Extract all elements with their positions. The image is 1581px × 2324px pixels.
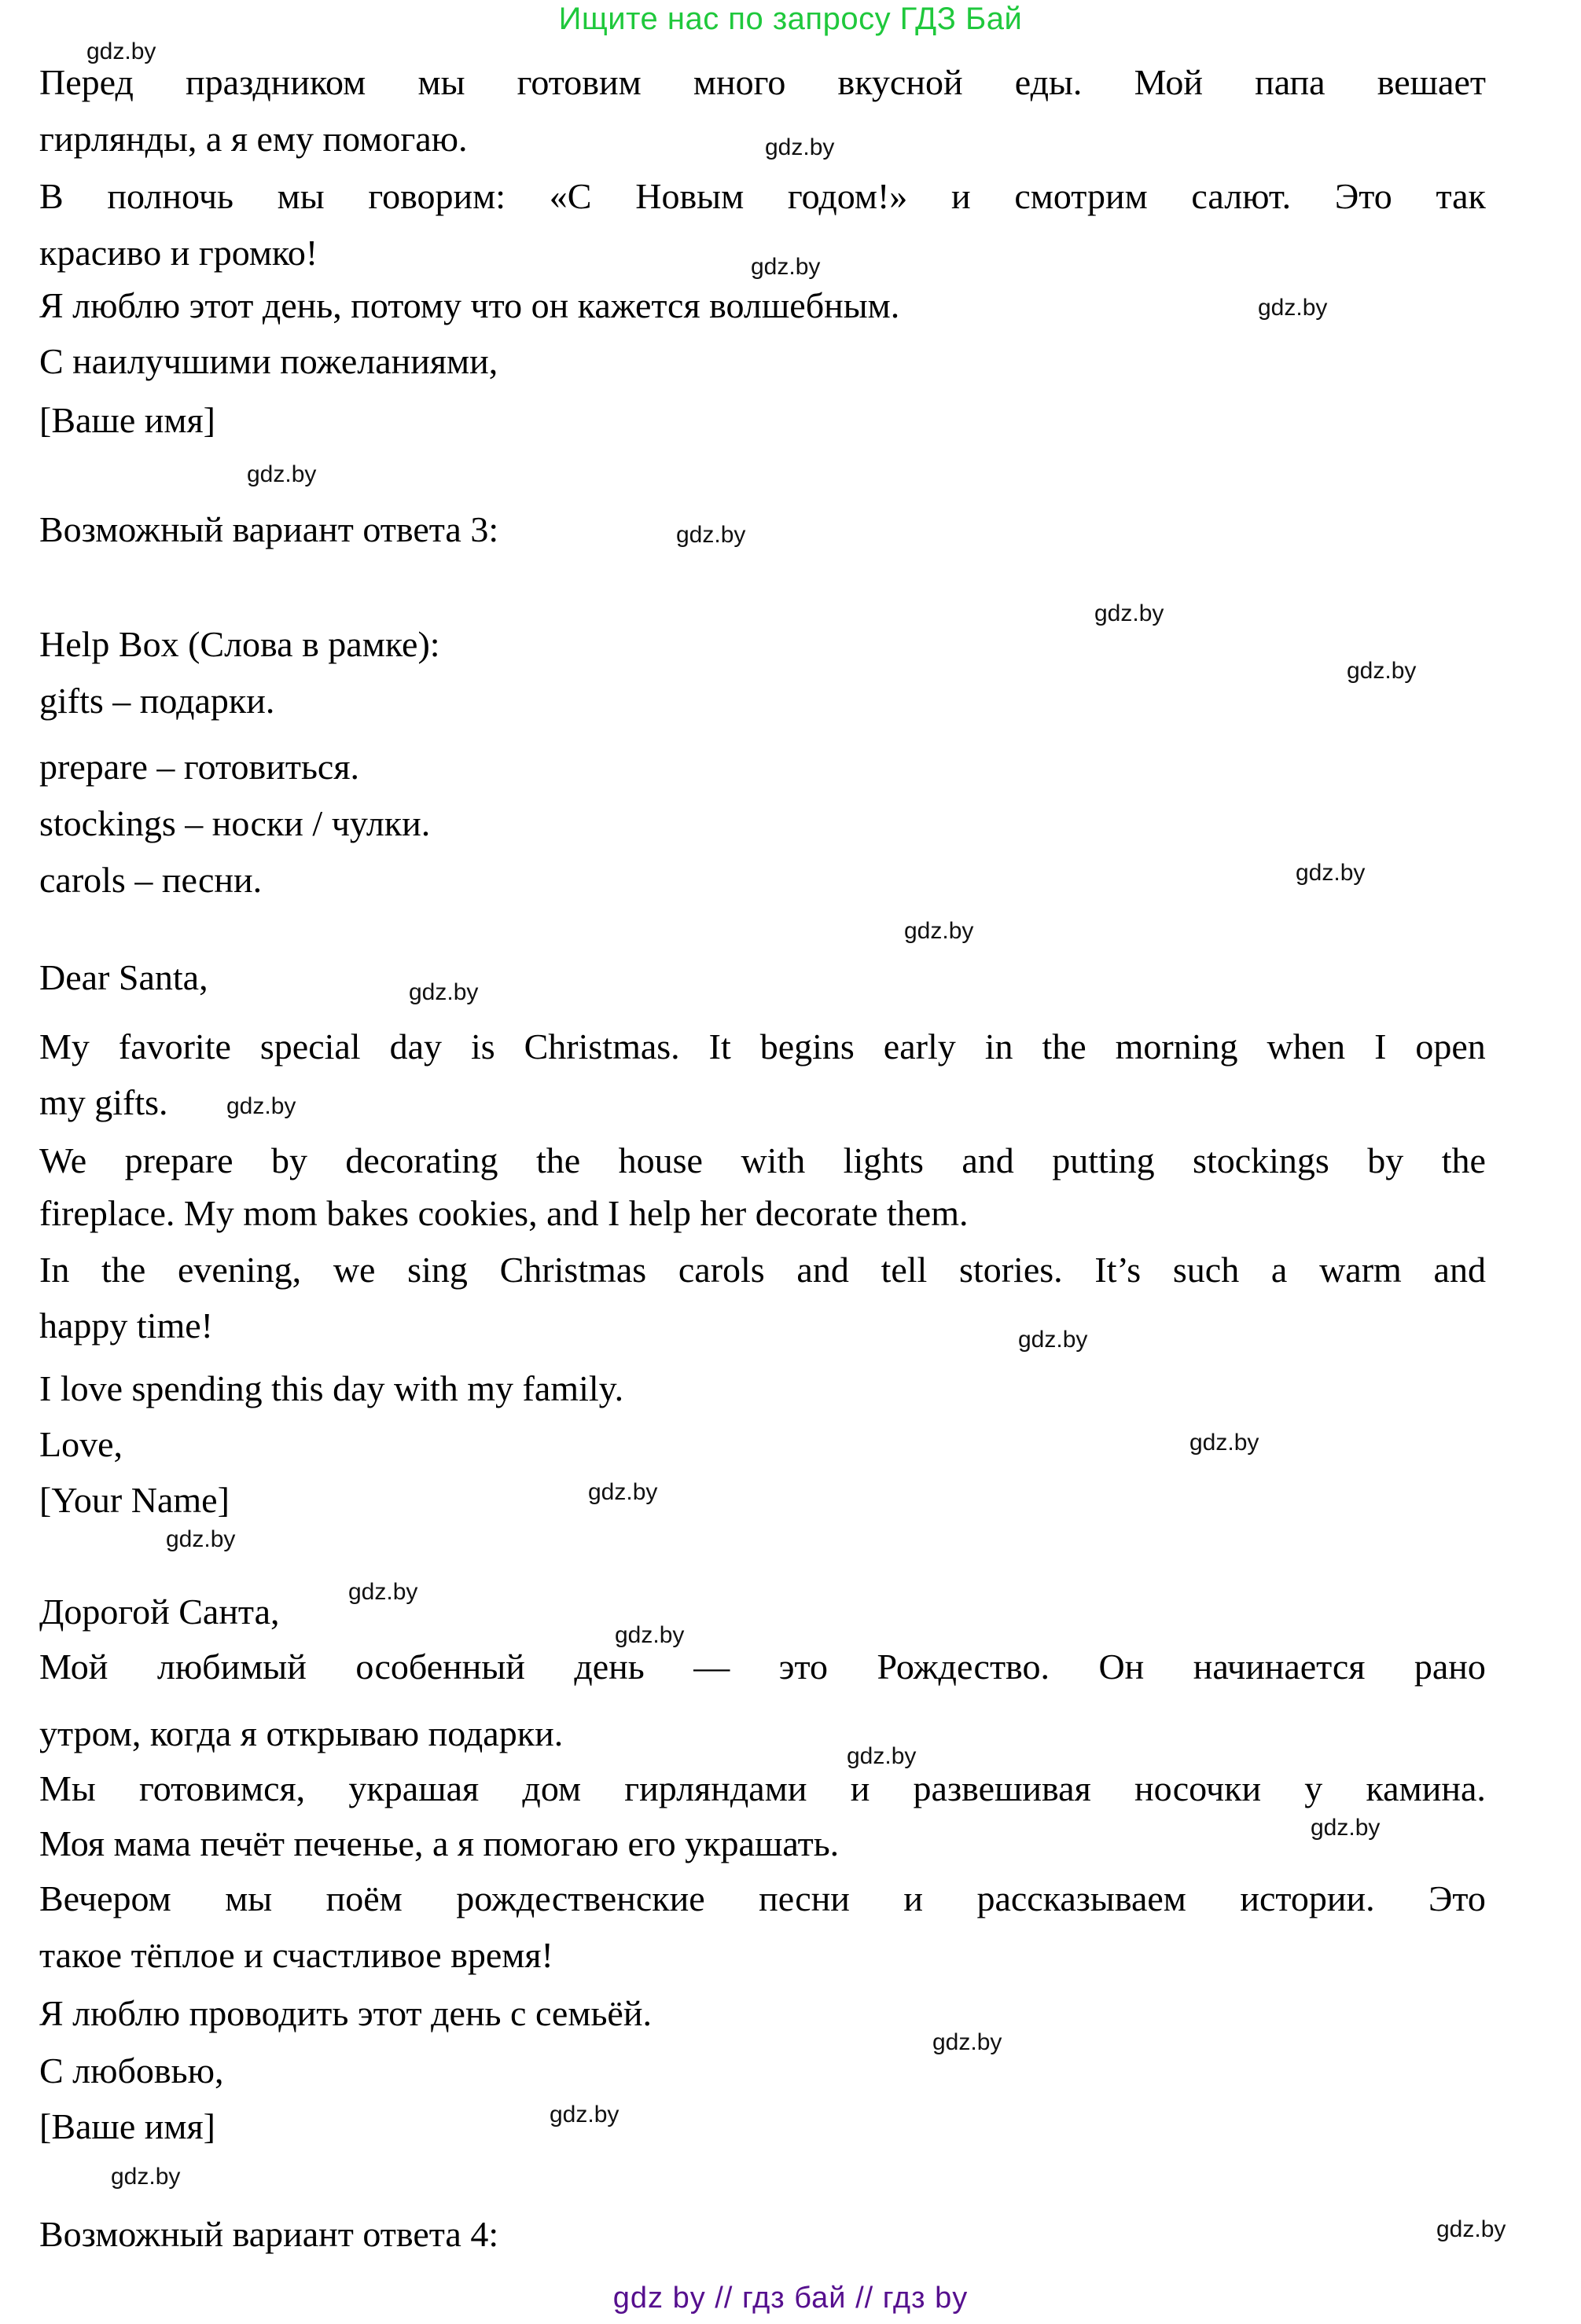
promo-header-text: Ищите нас по запросу ГДЗ Бай xyxy=(558,2,1023,36)
word: это xyxy=(778,1647,828,1687)
word: Это xyxy=(1428,1878,1486,1918)
gdz-watermark: gdz.by xyxy=(615,1622,685,1648)
gdz-watermark: gdz.by xyxy=(765,134,835,160)
gdz-watermark: gdz.by xyxy=(1189,1430,1259,1456)
word: in xyxy=(984,1026,1013,1067)
gdz-watermark: gdz.by xyxy=(847,1743,917,1769)
gdz-watermark: gdz.by xyxy=(1436,2216,1506,2242)
word: evening, xyxy=(177,1250,302,1290)
word: у xyxy=(1304,1768,1323,1808)
en-letter-line: Dear Santa, xyxy=(39,957,208,997)
word: It’s xyxy=(1094,1250,1142,1290)
word: и xyxy=(951,176,971,216)
gdz-watermark: gdz.by xyxy=(676,522,746,548)
site-footer-text: gdz by // гдз бай // гдз by xyxy=(612,2282,969,2315)
word: вешает xyxy=(1377,62,1486,102)
en-letter-line: Love, xyxy=(39,1424,123,1464)
word: салют. xyxy=(1191,176,1292,216)
ru-letter-line: такое тёплое и счастливое время! xyxy=(39,1935,553,1975)
word: the xyxy=(1042,1026,1086,1067)
vocab-line: prepare – готовиться. xyxy=(39,747,359,787)
word: вкусной xyxy=(837,62,963,102)
word: и xyxy=(903,1878,923,1918)
en-letter-line xyxy=(39,1246,1486,1294)
ru-answer2-line: С наилучшими пожеланиями, xyxy=(39,341,498,381)
word: stockings xyxy=(1193,1140,1329,1180)
word: Мой xyxy=(39,1647,108,1687)
word: I xyxy=(1374,1026,1387,1067)
word: It xyxy=(708,1026,731,1067)
gdz-watermark: gdz.by xyxy=(1258,295,1328,321)
word: Christmas xyxy=(499,1250,647,1290)
gdz-watermark: gdz.by xyxy=(550,2102,620,2128)
gdz-watermark: gdz.by xyxy=(348,1579,418,1605)
gdz-watermark: gdz.by xyxy=(226,1093,296,1119)
en-letter-line: happy time! xyxy=(39,1305,213,1346)
en-letter-line xyxy=(39,1022,1486,1071)
word: дом xyxy=(522,1768,582,1808)
gdz-watermark: gdz.by xyxy=(904,918,974,944)
word: morning xyxy=(1115,1026,1238,1067)
vocab-line: carols – песни. xyxy=(39,860,263,900)
word: My xyxy=(39,1026,90,1067)
word: любимый xyxy=(156,1647,307,1687)
word: such xyxy=(1172,1250,1240,1290)
word: песни xyxy=(759,1878,850,1918)
word: Вечером xyxy=(39,1878,171,1918)
vocab-line: gifts – подарки. xyxy=(39,681,275,721)
ru-letter-line: Дорогой Санта, xyxy=(39,1592,280,1632)
gdz-watermark: gdz.by xyxy=(247,461,317,487)
gdz-watermark: gdz.by xyxy=(166,1526,236,1552)
word: open xyxy=(1415,1026,1486,1067)
word: putting xyxy=(1052,1140,1155,1180)
word: полночь xyxy=(107,176,233,216)
word: «С xyxy=(549,176,592,216)
word: lights xyxy=(843,1140,924,1180)
word: Christmas. xyxy=(524,1026,680,1067)
word: warm xyxy=(1319,1250,1402,1290)
word: and xyxy=(796,1250,849,1290)
word: гирляндами xyxy=(624,1768,807,1808)
word: early xyxy=(883,1026,956,1067)
word: Новым xyxy=(635,176,745,216)
word: the xyxy=(536,1140,581,1180)
ru-answer2-line: [Ваше имя] xyxy=(39,400,215,440)
word: we xyxy=(333,1250,376,1290)
word: носочки xyxy=(1134,1768,1262,1808)
word: украшая xyxy=(348,1768,480,1808)
word: смотрим xyxy=(1014,176,1148,216)
word: еды. xyxy=(1014,62,1083,102)
word: Рождество. xyxy=(877,1647,1050,1687)
gdz-watermark: gdz.by xyxy=(111,2164,181,2190)
word: In xyxy=(39,1250,70,1290)
word: Мы xyxy=(39,1768,96,1808)
word: камина. xyxy=(1366,1768,1486,1808)
answer3-heading: Возможный вариант ответа 3: xyxy=(39,509,499,549)
word: is xyxy=(470,1026,495,1067)
word: and xyxy=(961,1140,1014,1180)
word: В xyxy=(39,176,64,216)
word: так xyxy=(1436,176,1486,216)
ru-letter-line: Моя мама печёт печенье, а я помогаю его украшать. xyxy=(39,1823,840,1863)
gdz-watermark: gdz.by xyxy=(588,1479,658,1505)
vocab-line: stockings – носки / чулки. xyxy=(39,803,431,843)
gdz-watermark: gdz.by xyxy=(932,2029,1002,2055)
word: годом!» xyxy=(787,176,908,216)
gdz-watermark: gdz.by xyxy=(86,39,156,64)
word: рождественские xyxy=(456,1878,705,1918)
ru-letter-line xyxy=(39,1764,1486,1813)
word: house xyxy=(618,1140,703,1180)
word: Мой xyxy=(1134,62,1203,102)
word: and xyxy=(1433,1250,1486,1290)
ru-letter-line: утром, когда я открываю подарки. xyxy=(39,1713,564,1753)
gdz-watermark: gdz.by xyxy=(1311,1815,1381,1841)
help-box-heading: Help Box (Слова в рамке): xyxy=(39,624,440,664)
word: when xyxy=(1267,1026,1346,1067)
word: by xyxy=(270,1140,307,1180)
word: carols xyxy=(678,1250,765,1290)
word: day xyxy=(389,1026,442,1067)
word: with xyxy=(741,1140,806,1180)
ru-letter-line: Я люблю проводить этот день с семьёй. xyxy=(39,1993,652,2033)
word: Он xyxy=(1098,1647,1145,1687)
word: начинается xyxy=(1193,1647,1366,1687)
gdz-watermark: gdz.by xyxy=(751,254,821,280)
word: — xyxy=(693,1647,730,1687)
word: Перед xyxy=(39,62,134,102)
answer4-heading: Возможный вариант ответа 4: xyxy=(39,2214,499,2254)
ru-answer2-line xyxy=(39,172,1486,221)
word: by xyxy=(1367,1140,1404,1180)
gdz-watermark: gdz.by xyxy=(1347,658,1417,684)
en-letter-line xyxy=(39,1136,1486,1185)
word: the xyxy=(101,1250,146,1290)
ru-answer2-line: гирлянды, а я ему помогаю. xyxy=(39,119,468,159)
en-letter-line: I love spending this day with my family. xyxy=(39,1368,624,1408)
ru-answer2-line: Я люблю этот день, потому что он кажется волшебным. xyxy=(39,285,900,325)
word: decorating xyxy=(345,1140,498,1180)
gdz-watermark: gdz.by xyxy=(1296,860,1366,886)
word: день xyxy=(574,1647,645,1687)
ru-answer2-line xyxy=(39,58,1486,107)
word: We xyxy=(39,1140,87,1180)
word: говорим: xyxy=(368,176,506,216)
ru-answer2-line: красиво и громко! xyxy=(39,233,318,273)
word: рано xyxy=(1414,1647,1486,1687)
en-letter-line: fireplace. My mom bakes cookies, and I help her decorate them. xyxy=(39,1193,969,1233)
word: рассказываем xyxy=(976,1878,1186,1918)
word: праздником xyxy=(186,62,366,102)
ru-letter-line xyxy=(39,1643,1486,1691)
word: Это xyxy=(1334,176,1392,216)
gdz-watermark: gdz.by xyxy=(1018,1327,1088,1353)
word: the xyxy=(1441,1140,1486,1180)
gdz-watermark: gdz.by xyxy=(1094,600,1164,626)
word: a xyxy=(1270,1250,1288,1290)
word: поём xyxy=(325,1878,403,1918)
ru-letter-line xyxy=(39,1874,1486,1923)
word: много xyxy=(693,62,786,102)
word: папа xyxy=(1255,62,1325,102)
word: и xyxy=(850,1768,870,1808)
word: sing xyxy=(407,1250,468,1290)
word: stories. xyxy=(959,1250,1063,1290)
word: мы xyxy=(417,62,465,102)
word: special xyxy=(259,1026,361,1067)
word: favorite xyxy=(118,1026,231,1067)
gdz-watermark: gdz.by xyxy=(409,979,479,1005)
word: особенный xyxy=(355,1647,525,1687)
word: tell xyxy=(881,1250,928,1290)
en-letter-line: [Your Name] xyxy=(39,1480,230,1520)
en-letter-line: my gifts. xyxy=(39,1082,168,1122)
word: prepare xyxy=(124,1140,233,1180)
word: истории. xyxy=(1240,1878,1375,1918)
ru-letter-line: [Ваше имя] xyxy=(39,2106,215,2146)
word: мы xyxy=(225,1878,273,1918)
word: развешивая xyxy=(913,1768,1091,1808)
word: мы xyxy=(277,176,325,216)
ru-letter-line: С любовью, xyxy=(39,2050,224,2091)
word: готовим xyxy=(517,62,642,102)
word: готовимся, xyxy=(139,1768,306,1808)
word: begins xyxy=(759,1026,855,1067)
